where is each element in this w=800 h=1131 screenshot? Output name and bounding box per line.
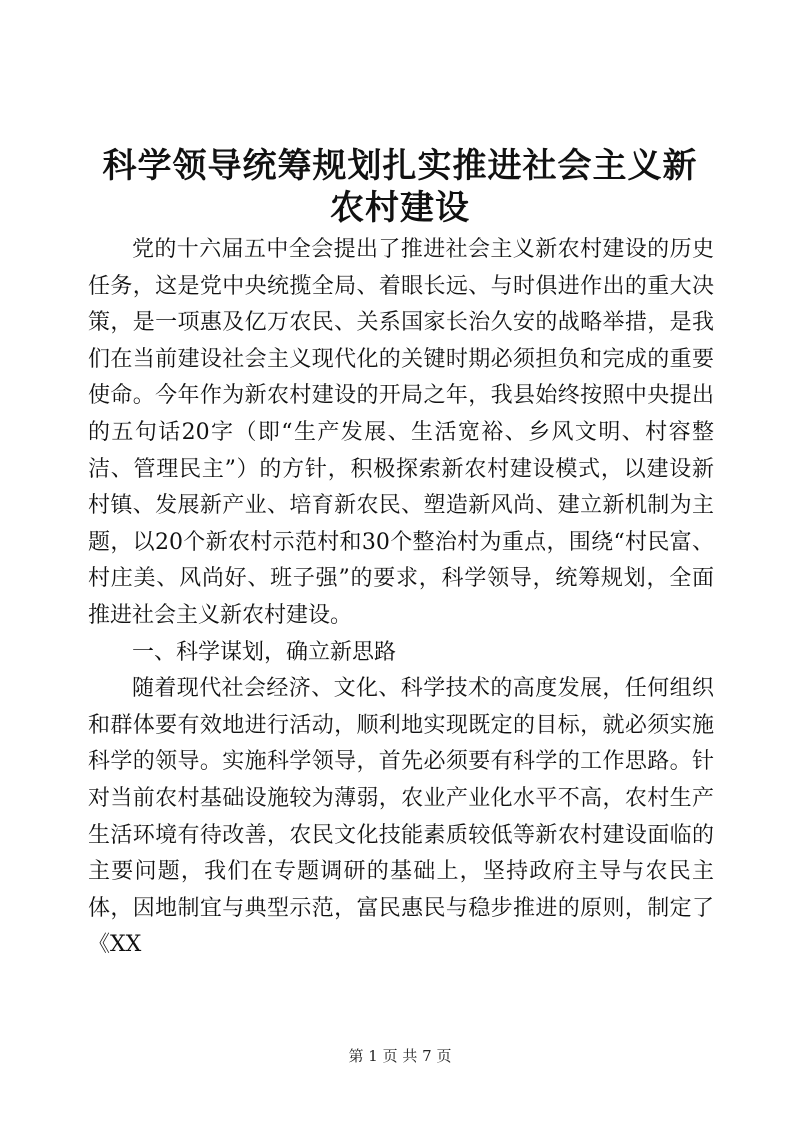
- section-heading: 一、科学谋划，确立新思路: [132, 639, 397, 665]
- document-title: 科学领导统筹规划扎实推进社会主义新农村建设: [102, 146, 698, 228]
- page-indicator: 第 1 页 共 7 页: [348, 1047, 452, 1065]
- intro-paragraph: 党的十六届五中全会提出了推进社会主义新农村建设的历史任务，这是党中央统揽全局、着眼长远、与时俱进作出的重大决策，是一项惠及亿万农民、关系国家长治久安的战略举措，是我们在当前建设社会主义现代化的关键时期必须担负和完成的重要使命。今年作为新农村建设的开局之年，我县始终按照中央提出的五句话20字（即“生产发展、生活宽裕、乡风文明、村容整洁、管理民主”）的方针，积极探索新农村建设模式，以建设新村镇、发展新产业、培育新农民、塑造新风尚、建立新机制为主题，以20个新农村示范村和30个整治村为重点，围绕“村民富、村庄美、风尚好、班子强”的要求，科学领导，统筹规划，全面推进社会主义新农村建设。: [88, 237, 714, 628]
- section-paragraph: 随着现代社会经济、文化、科学技术的高度发展，任何组织和群体要有效地进行活动，顺利地实现既定的目标，就必须实施科学的领导。实施科学领导，首先必须要有科学的工作思路。针对当前农村基础设施较为薄弱，农业产业化水平不高，农村生产生活环境有待改善，农民文化技能素质较低等新农村建设面临的主要问题，我们在专题调研的基础上，坚持政府主导与农民主体，因地制宜与典型示范，富民惠民与稳步推进的原则，制定了《XX: [88, 676, 714, 958]
- document-body: [88, 232, 714, 964]
